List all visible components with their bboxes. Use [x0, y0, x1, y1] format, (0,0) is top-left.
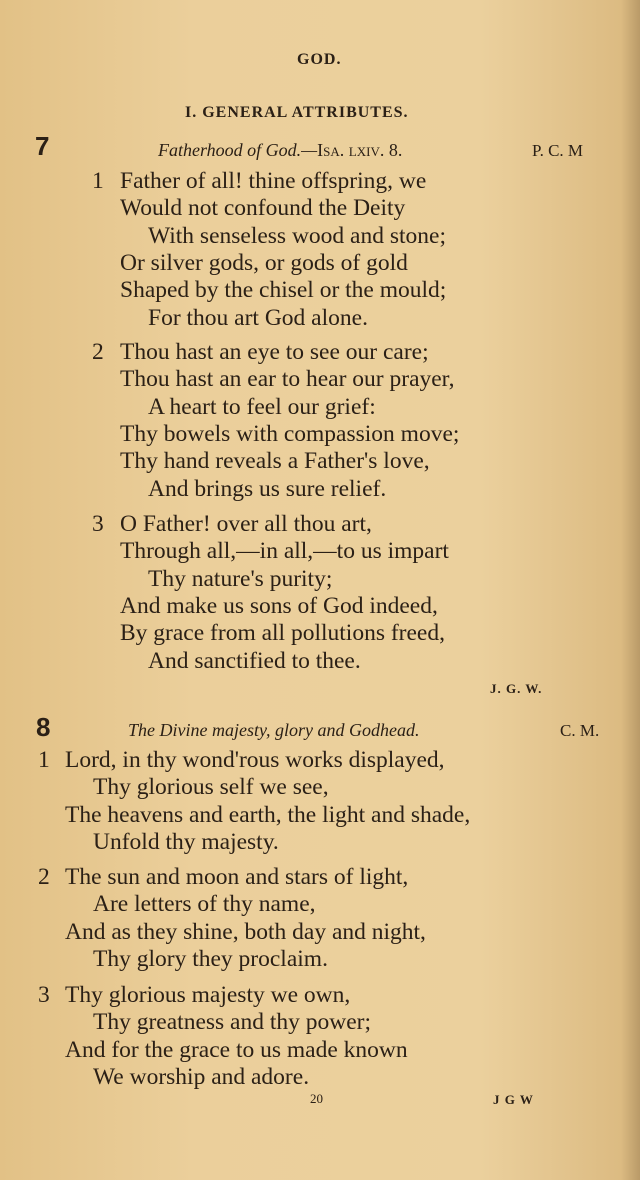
hymn-title: [158, 141, 402, 159]
verse-line: And brings us sure relief.: [148, 475, 387, 502]
verse-line: Thy glorious majesty we own,: [65, 982, 351, 1008]
verse-line: The heavens and earth, the light and shade,: [65, 801, 471, 828]
hymn-meter: P. C. M: [532, 141, 584, 160]
verse-line: Thou hast an eye to see our care;: [120, 339, 429, 365]
verse-line: Lord, in thy wond'rous works displayed,: [65, 747, 445, 773]
verse-number: 3: [38, 982, 50, 1008]
verse-number: 2: [92, 339, 104, 365]
verse-line: Thy glorious self we see,: [93, 774, 329, 801]
verse-line: And sanctified to thee.: [148, 647, 361, 674]
running-head: GOD.: [297, 51, 342, 68]
verse-line: Shaped by the chisel or the mould;: [120, 277, 447, 304]
verse-number: 1: [38, 747, 50, 773]
verse-line: And as they shine, both day and night,: [65, 918, 426, 945]
verse-line: Through all,—in all,—to us impart: [120, 538, 449, 565]
hymn-title-text: Fatherhood of God.—: [158, 140, 318, 160]
hymn-number: 8: [36, 712, 51, 742]
hymn-title: The Divine majesty, glory and Godhead.: [128, 720, 420, 740]
verse-line: The sun and moon and stars of light,: [65, 864, 409, 890]
verse-line: A heart to feel our grief:: [148, 393, 376, 420]
verse-line: We worship and adore.: [93, 1063, 310, 1090]
hymn-author: J G W: [493, 1092, 534, 1107]
verse-line: Thy bowels with compassion move;: [120, 420, 460, 447]
hymn-author: J. G. W.: [490, 681, 543, 696]
verse-number: 3: [92, 511, 104, 537]
verse-line: Would not confound the Deity: [120, 195, 406, 222]
section-heading: I. GENERAL ATTRIBUTES.: [185, 104, 409, 121]
verse-line: And make us sons of God indeed,: [120, 592, 438, 619]
verse-line: Or silver gods, or gods of gold: [120, 249, 408, 276]
verse-number: 2: [38, 864, 50, 890]
verse-line: Thou hast an ear to hear our prayer,: [120, 366, 455, 393]
verse-number: 1: [92, 168, 104, 194]
verse-line: Father of all! thine offspring, we: [120, 168, 427, 194]
verse-line: Thy glory they proclaim.: [93, 945, 328, 972]
verse-line: With senseless wood and stone;: [148, 222, 446, 249]
hymn-meter: C. M.: [560, 721, 600, 740]
verse-line: O Father! over all thou art,: [120, 511, 372, 537]
hymn-number: 7: [35, 131, 50, 161]
scripture-reference: Isa. lxiv. 8.: [317, 140, 403, 160]
verse-line: Thy hand reveals a Father's love,: [120, 448, 430, 475]
verse-line: And for the grace to us made known: [65, 1036, 408, 1063]
verse-line: By grace from all pollutions freed,: [120, 620, 445, 647]
verse-line: Unfold thy majesty.: [93, 828, 279, 855]
verse-line: For thou art God alone.: [148, 304, 368, 331]
verse-line: Thy nature's purity;: [148, 565, 333, 592]
verse-line: Thy greatness and thy power;: [93, 1009, 372, 1036]
verse-line: Are letters of thy name,: [93, 891, 316, 918]
page-number: 20: [310, 1091, 323, 1106]
